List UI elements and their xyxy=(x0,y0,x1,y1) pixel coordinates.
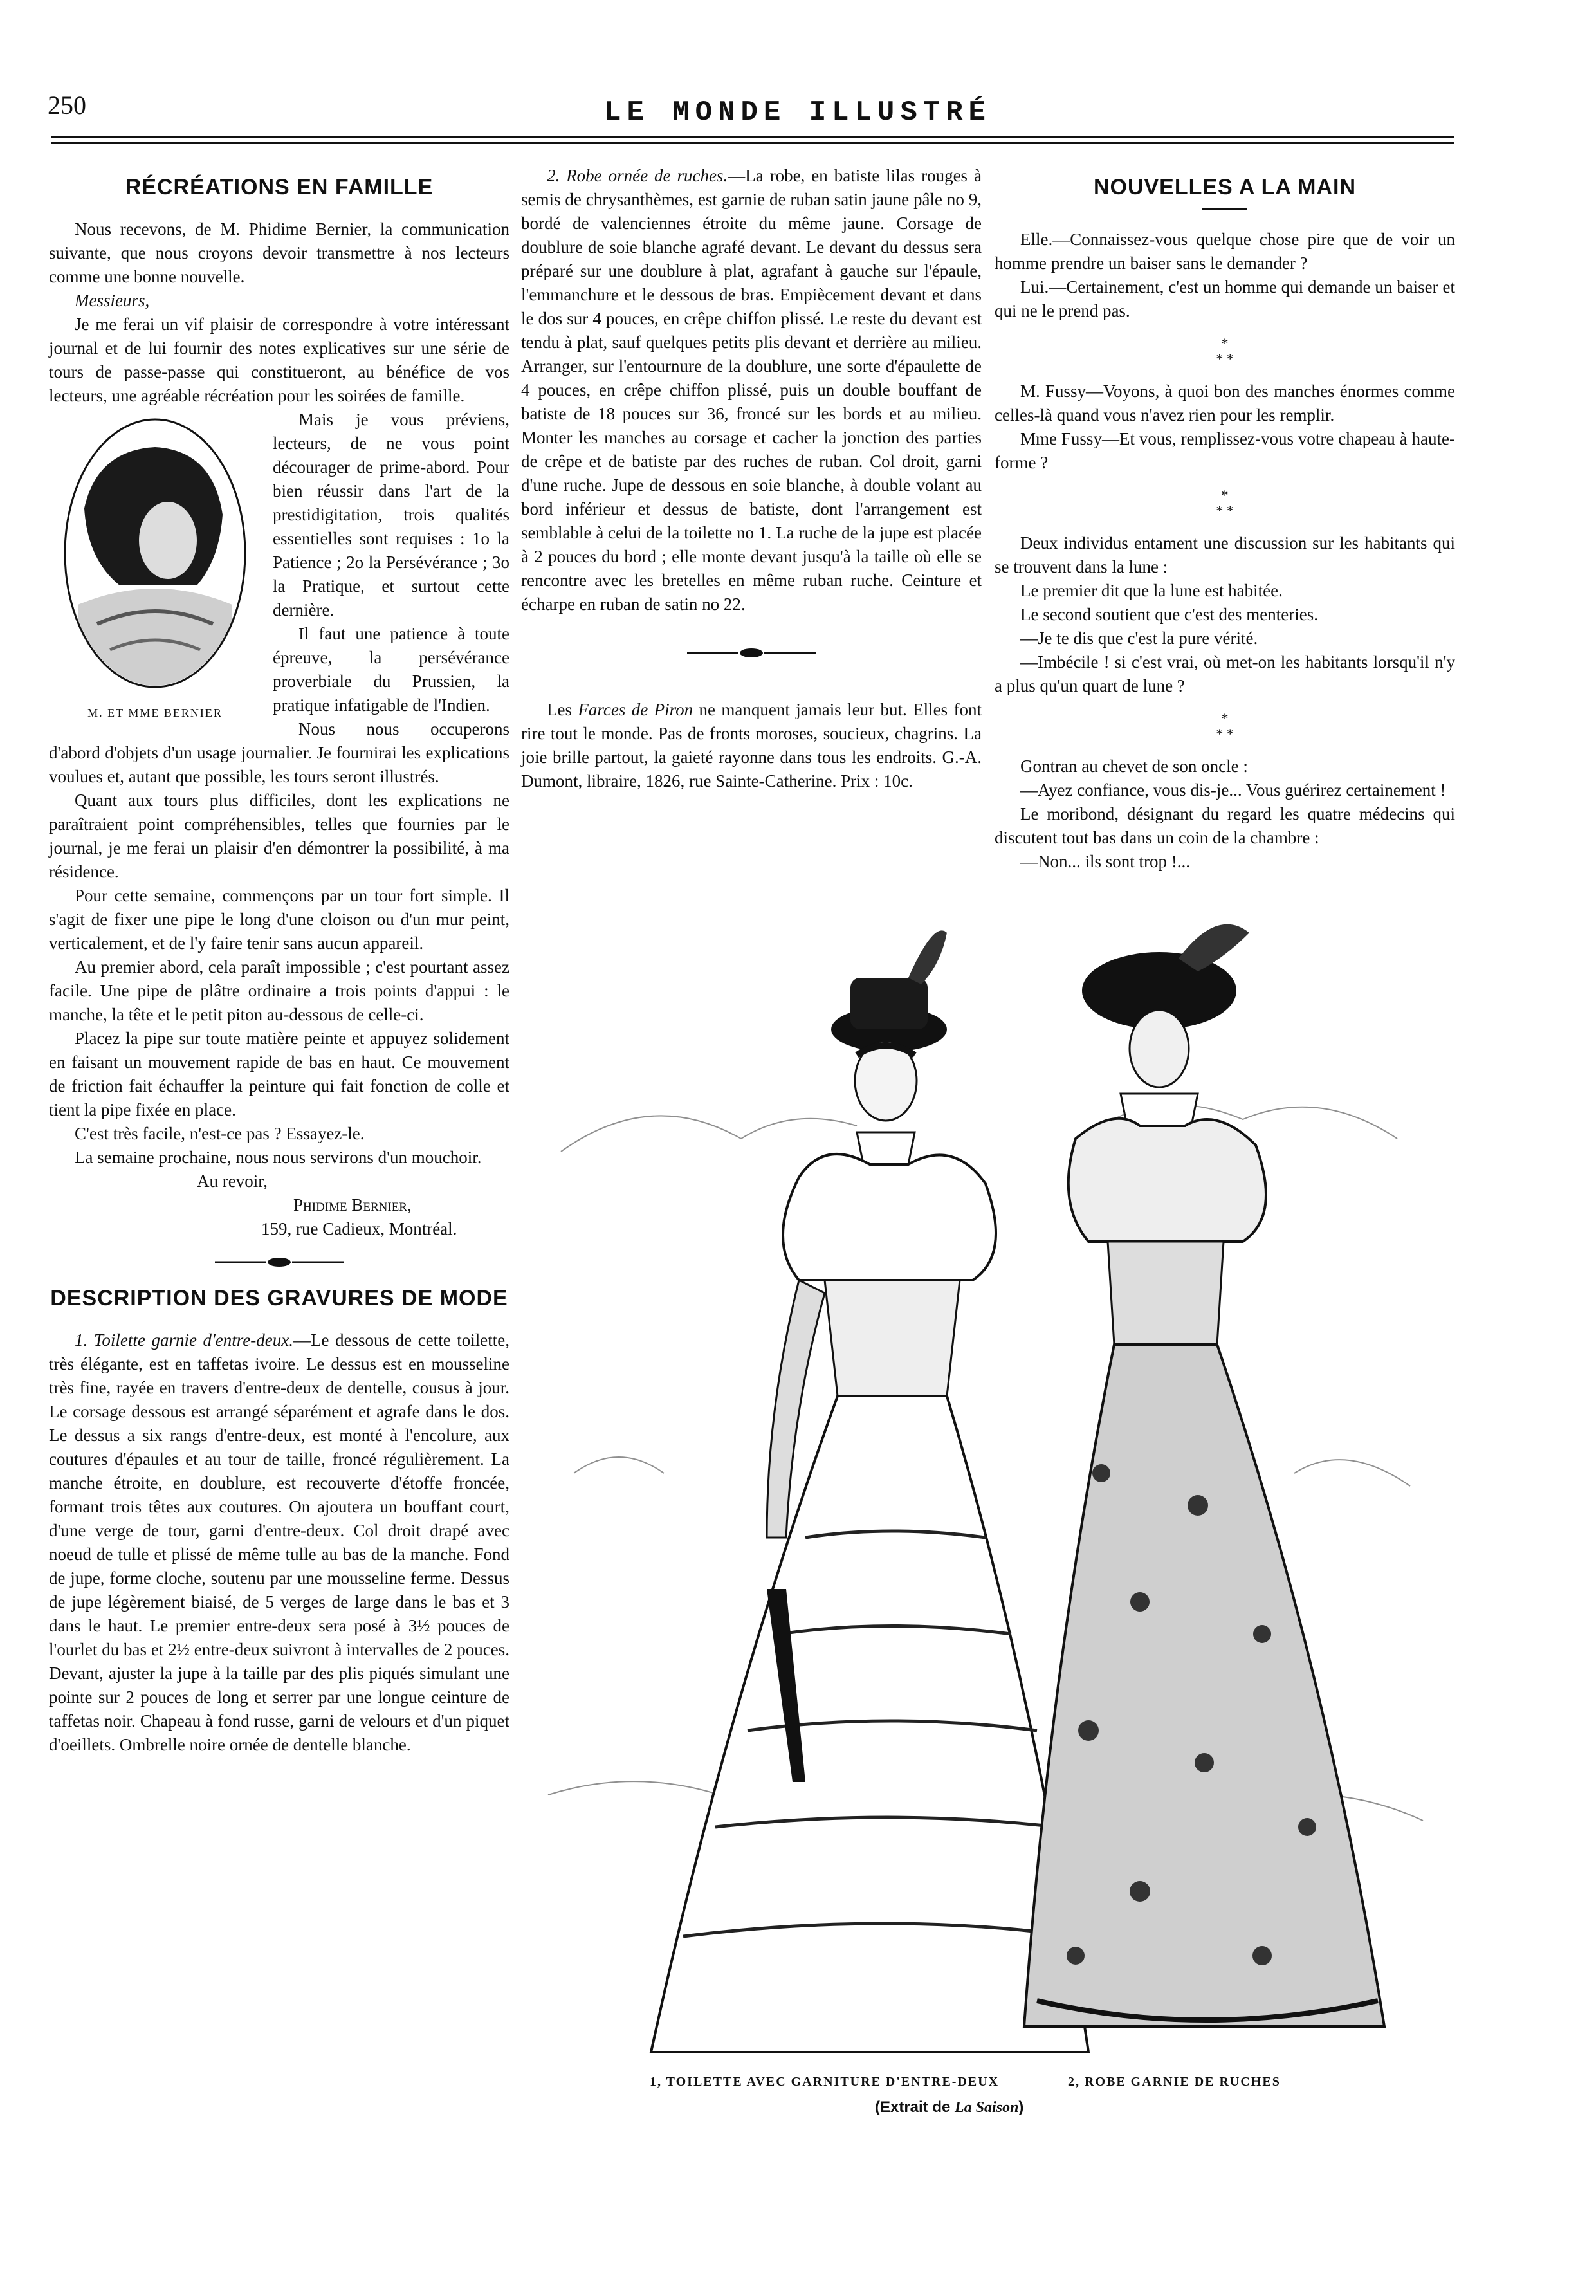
joke-line: —Ayez confiance, vous dis-je... Vous guérirez certainement ! xyxy=(1020,780,1446,800)
letter-address: 159, rue Cadieux, Montréal. xyxy=(261,1219,457,1238)
section-ornament xyxy=(521,642,982,666)
section-ornament xyxy=(49,1251,509,1275)
joke-line: Lui.—Certainement, c'est un homme qui demande un baiser et qui ne le prend pas. xyxy=(995,277,1455,320)
asterism-divider: * * * xyxy=(1216,487,1234,519)
letter-paragraph: Placez la pipe sur toute matière peinte et appuyez solidement en faisant un mouvement rapide de bas en haut. Ce mouvement de friction fait échauffer la peinture qui fait fonction de colle et tient la pipe fixée en place. xyxy=(49,1029,509,1119)
plate-source-title: La Saison xyxy=(955,2099,1019,2116)
joke-line: —Je te dis que c'est la pure vérité. xyxy=(1020,629,1258,648)
portrait-wrap-block xyxy=(49,408,509,717)
farces-title: Farces de Piron xyxy=(578,700,693,719)
item-1-text: —Le dessous de cette toilette, très élégante, est en taffetas ivoire. Le dessus est en mousseline très fine, rayée en travers d'entre-deux de dentelle, cousus à jour. Le corsage dessous est arrangé séparément et agrafe dans le dos. Le dessus a six rangs d'entre-deux, est monté à l'encolure, aux coutures d'épaules et au tour de taille, froncé régulièrement. La manche étroite, en doublure, est recouverte d'étoffe froncée, formant trois têtes aux coutures. On ajoutera un bouffant court, d'une verge de tour, garni d'entre-deux. Col droit drapé avec noeud de tulle et plissé de même tulle au bas de la manche. Fond de jupe, forme cloche, soutenu par une mousseline ferme. Dessus de jupe légèrement biaisé, de 5 verges de large dans le bas et 3 dans le haut. Le premier entre-deux sera posé à 3½ pouces de l'ourlet du bas et 2½ entre-deux suivront à intervalles de 2 pouces. Devant, ajuster la jupe à la taille par des plis piqués simulant une pointe sur 2 pouces de long et serrer par une longue ceinture de taffetas noir. Chapeau à fond russe, garni de velours et d'un piquet d'oeillets. Ombrelle noire ornée de dentelle blanche. xyxy=(49,1330,509,1754)
description-title: DESCRIPTION DES GRAVURES DE MODE xyxy=(50,1286,508,1310)
description-item-2 xyxy=(521,164,982,616)
joke-line: Le moribond, désignant du regard les quatre médecins qui discutent tout bas dans un coin de la chambre : xyxy=(995,804,1455,847)
letter-closing: Au revoir, xyxy=(197,1171,268,1191)
column-left xyxy=(49,164,509,1757)
letter-salutation: Messieurs, xyxy=(75,291,150,310)
letter-signature: Phidime Bernier, xyxy=(293,1195,412,1215)
joke-line: Gontran au chevet de son oncle : xyxy=(1020,757,1248,776)
letter-paragraph: Nous nous occuperons d'abord d'objets d'un usage journalier. Je fournirai les explications voulues et, autant que possible, les tours seront illustrés. xyxy=(49,719,509,786)
farces-text-before: Les xyxy=(547,700,572,719)
letter-paragraph: Pour cette semaine, commençons par un tour fort simple. Il s'agit de fixer une pipe le long d'une cloison ou d'un mur peint, verticalement, et de l'y faire tenir sans aucun appareil. xyxy=(49,886,509,953)
portrait-caption: M. ET MME BERNIER xyxy=(87,706,223,719)
letter-paragraph: Quant aux tours plus difficiles, dont les explications ne paraîtraient point compréhensibles, telles que fournies par le journal, je me ferai un plaisir d'en démontrer la possibilité, à ma résidence. xyxy=(49,791,509,881)
joke-line: Elle.—Connaissez-vous quelque chose pire que de voir un homme prendre un baiser sans le demander ? xyxy=(995,230,1455,273)
page-number: 250 xyxy=(48,91,86,120)
plate-source-close: ) xyxy=(1018,2099,1024,2116)
masthead: LE MONDE ILLUSTRÉ xyxy=(604,96,991,129)
letter-paragraph: C'est très facile, n'est-ce pas ? Essayez-le. xyxy=(75,1124,365,1143)
letter-paragraph: Je me ferai un vif plaisir de correspondre à votre intéressant journal et de lui fournir des notes explicatives sur une série de tours de passe-passe qui constitueront, au bénéfice de vos lecteurs, une agréable récréation pour les soirées de famille. xyxy=(49,315,509,405)
plate-source xyxy=(875,2099,1023,2117)
figure-2-dress xyxy=(1024,924,1384,2026)
column-right xyxy=(995,164,1455,874)
joke-line: —Non... ils sont trop !... xyxy=(1020,852,1191,871)
joke-line: Le premier dit que la lune est habitée. xyxy=(1020,581,1283,600)
description-item-1 xyxy=(49,1328,509,1757)
fashion-plate-illustration xyxy=(522,894,1449,2097)
recreations-title: RÉCRÉATIONS EN FAMILLE xyxy=(125,175,434,199)
letter-paragraph: Au premier abord, cela paraît impossible ; c'est pourtant assez facile. Une pipe de plâtre ordinaire a trois points d'appui : le manche, la tête et le petit piton au-dessous de celle-ci. xyxy=(49,957,509,1024)
header-rule-thick xyxy=(51,142,1454,144)
plate-caption-2: 2, ROBE GARNIE DE RUCHES xyxy=(1068,2075,1281,2089)
item-2-label: 2. Robe ornée de ruches. xyxy=(547,166,728,185)
recreations-intro: Nous recevons, de M. Phidime Bernier, la communication suivante, que nous croyons devoir transmettre à nos lecteurs comme une bonne nouvelle. xyxy=(49,219,509,286)
portrait-figure xyxy=(49,412,261,725)
letter-paragraph: Il faut une patience à toute épreuve, la persévérance proverbiale du Prussien, la pratique infatigable de l'Indien. xyxy=(273,624,509,715)
nouvelles-title: NOUVELLES A LA MAIN xyxy=(1093,175,1357,199)
title-rule xyxy=(1202,208,1247,210)
letter-paragraph: Mais je vous préviens, lecteurs, de ne vous point décourager de prime-abord. Pour bien réussir dans l'art de la prestidigitation, trois qualités essentielles sont requises : 1o la Patience ; 2o la Persévérance ; 3o la Pratique, et surtout cette dernière. xyxy=(273,410,509,620)
joke-line: Deux individus entament une discussion sur les habitants qui se trouvent dans la lune : xyxy=(995,533,1455,576)
portrait-image xyxy=(59,412,252,695)
joke-line: Mme Fussy—Et vous, remplissez-vous votre chapeau à haute-forme ? xyxy=(995,429,1455,472)
letter-paragraph: La semaine prochaine, nous nous servirons d'un mouchoir. xyxy=(75,1148,482,1167)
item-2-text: —La robe, en batiste lilas rouges à semis de chrysanthèmes, est garnie de ruban satin jaune pâle no 9, bordé de valenciennes étroite du même jaune. Corsage de doublure de soie blanche agrafé devant. Le devant du dessus sera préparé sur une doublure à plat, agrafant à gauche sur l'épaule, l'emmanchure et le dessous de bras. Empiècement devant et dans le dos sur 4 pouces, en crêpe chiffon plissé. Le reste du devant est tendu à plat, sauf quelques petits plis devant et derrière au milieu. Arranger, sur l'entournure de la doublure, une sorte d'épaulette de 4 pouces, en crêpe chiffon plissé, puis un double bouffant de batiste de 18 pouces sur 36, froncé sur les bords et au milieu. Monter les manches au corsage et cacher la jonction des parties de crêpe et de batiste par des ruches de ruban. Col droit, garni d'une ruche. Jupe de dessous en soie blanche, à double volant au bord inférieur et dessus de batiste, dont l'arrangement est semblable à celui de la toilette no 1. La ruche de la jupe est placée à 2 pouces du bord ; elle monte devant jusqu'à la taille où elle se rencontre avec les bretelles en même ruban ruche. Ceinture et écharpe en ruban de satin no 22. xyxy=(521,166,982,614)
header-rule xyxy=(51,136,1454,138)
joke-line: —Imbécile ! si c'est vrai, où met-on les habitants lorsqu'il n'y a plus qu'un quart de lune ? xyxy=(995,652,1455,695)
plate-caption-1: 1, TOILETTE AVEC GARNITURE D'ENTRE-DEUX xyxy=(650,2075,1000,2089)
plate-source-open: (Extrait de xyxy=(875,2099,951,2116)
item-1-label: 1. Toilette garnie d'entre-deux. xyxy=(75,1330,293,1350)
farces-text-after: ne manquent jamais leur but. Elles font rire tout le monde. Pas de fronts moroses, soucieux, chagrins. La joie brille partout, la gaieté rayonne dans tous les endroits. G.-A. Dumont, libraire, 1826, rue Sainte-Catherine. Prix : 10c. xyxy=(521,700,982,791)
fashion-plate-drawing xyxy=(522,894,1449,2097)
farces-paragraph xyxy=(521,698,982,793)
joke-line: M. Fussy—Voyons, à quoi bon des manches énormes comme celles-là quand vous n'avez rien pour les remplir. xyxy=(995,381,1455,425)
asterism-divider: * * * xyxy=(1216,335,1234,367)
column-middle xyxy=(521,164,982,793)
joke-line: Le second soutient que c'est des menteries. xyxy=(1020,605,1318,624)
asterism-divider: * * * xyxy=(1216,710,1234,742)
figure-1-dress xyxy=(651,930,1088,2052)
